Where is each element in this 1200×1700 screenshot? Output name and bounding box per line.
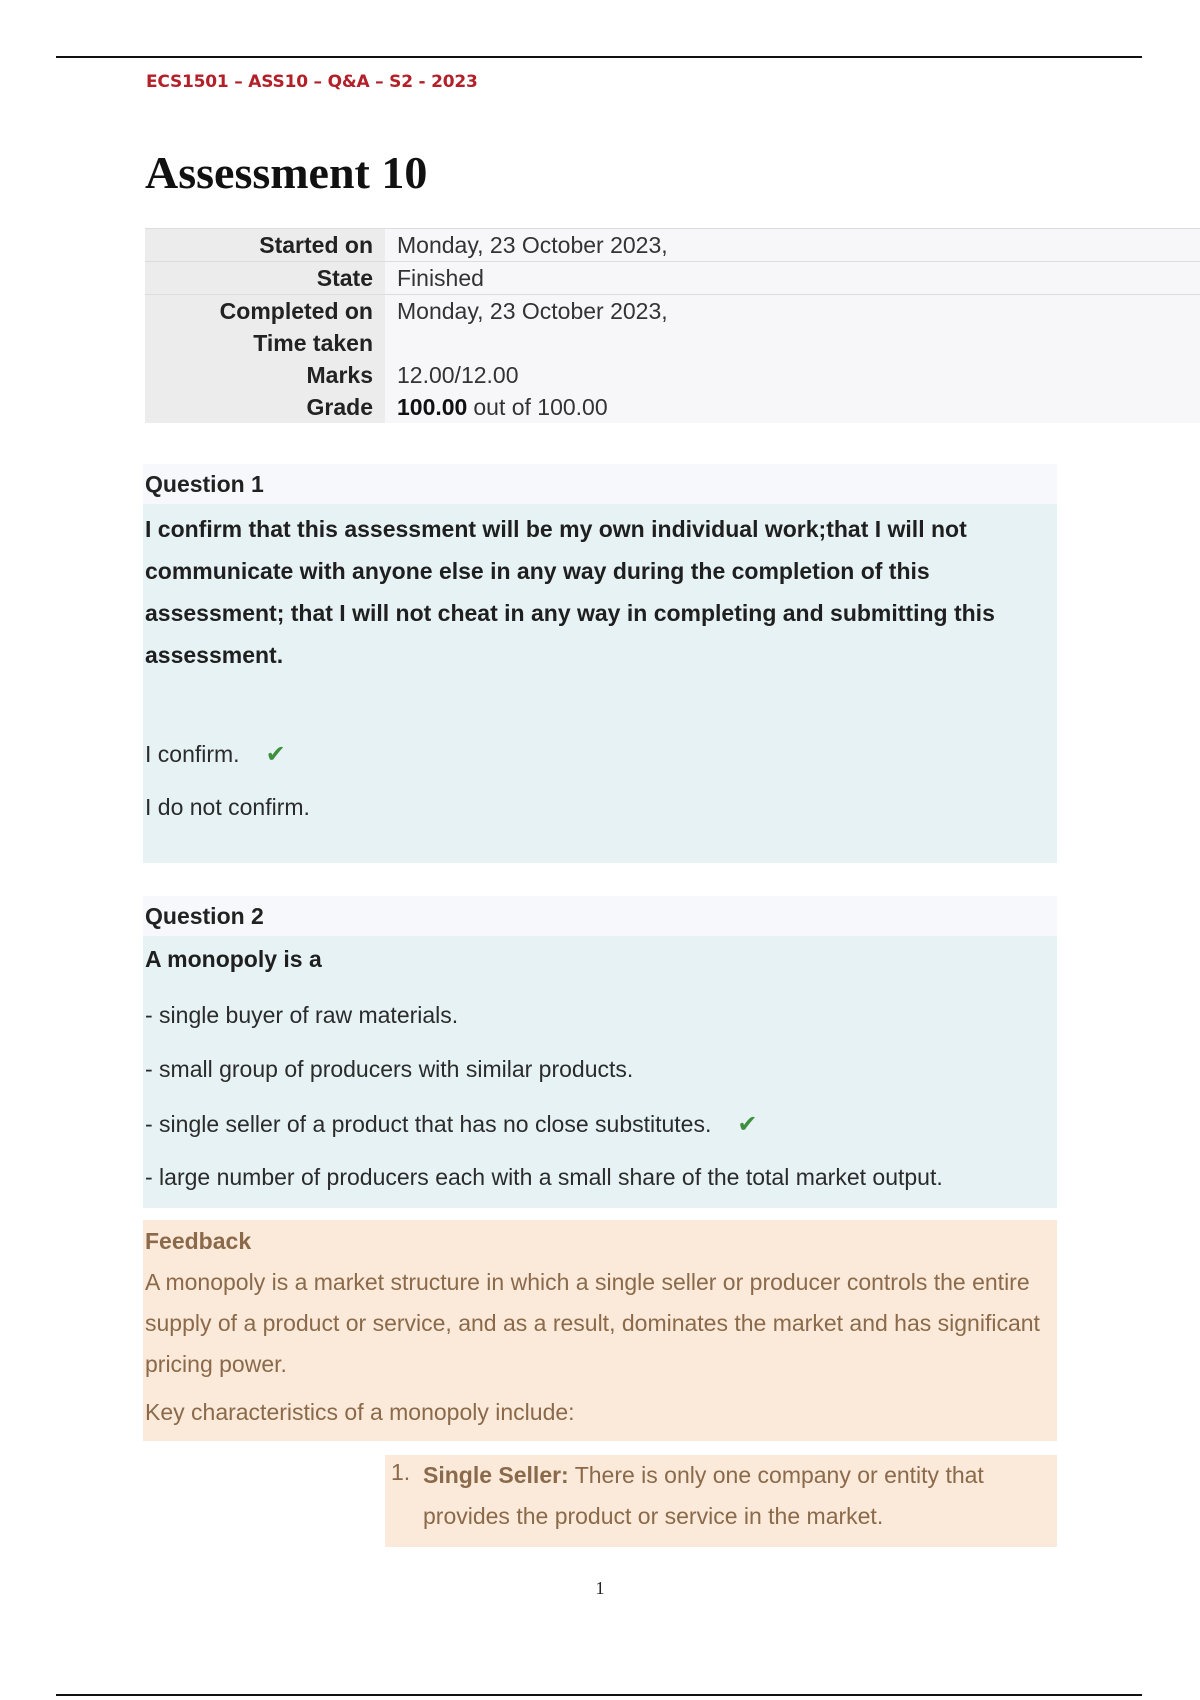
summary-label: Grade bbox=[145, 391, 385, 423]
question-2-heading: Question 2 bbox=[143, 896, 1057, 936]
summary-row-time-taken bbox=[145, 327, 1200, 359]
feedback-list-text: There is only one company or entity that provides the product or service in the market. bbox=[423, 1462, 984, 1529]
summary-row-marks bbox=[145, 359, 1200, 391]
option-label: - single seller of a product that has no close substitutes. bbox=[145, 1111, 712, 1137]
check-icon: ✔ bbox=[737, 1111, 758, 1138]
question-2-feedback bbox=[143, 1220, 1057, 1441]
summary-row-completed bbox=[145, 294, 1200, 327]
summary-label: Marks bbox=[145, 359, 385, 391]
page-title: Assessment 10 bbox=[145, 147, 428, 198]
attempt-summary-table bbox=[145, 228, 1200, 423]
question-2-box bbox=[143, 936, 1057, 1208]
feedback-heading: Feedback bbox=[145, 1228, 252, 1254]
option-label: - large number of producers each with a small share of the total market output. bbox=[145, 1164, 943, 1190]
question-2-option-4[interactable] bbox=[145, 1164, 943, 1191]
question-1-option-2[interactable] bbox=[145, 794, 310, 821]
summary-label: Completed on bbox=[145, 295, 385, 327]
question-1-text: I confirm that this assessment will be my own individual work;that I will not communicate with anyone else in any way during the completion of this assessment; that I will not cheat in any way in completing and submitting this assessment. bbox=[145, 516, 995, 668]
summary-value bbox=[385, 391, 1200, 423]
summary-label: State bbox=[145, 262, 385, 294]
grade-out-of: out of 100.00 bbox=[473, 393, 608, 420]
grade-score: 100.00 bbox=[397, 393, 468, 420]
summary-label: Time taken bbox=[145, 327, 385, 359]
summary-row-state bbox=[145, 261, 1200, 294]
feedback-paragraph: A monopoly is a market structure in which a single seller or producer controls the entire supply of a product or service, and as a result, dominates the market and has significant pricing power. bbox=[145, 1269, 1040, 1377]
summary-label: Started on bbox=[145, 229, 385, 261]
summary-value: 12.00/12.00 bbox=[385, 359, 1200, 391]
feedback-list-term: Single Seller: bbox=[423, 1462, 569, 1488]
bottom-rule bbox=[56, 1694, 1142, 1696]
check-icon: ✔ bbox=[265, 741, 286, 768]
document-header-code: ECS1501 – ASS10 – Q&A – S2 - 2023 bbox=[146, 72, 478, 92]
question-1-option-1[interactable] bbox=[145, 740, 286, 769]
option-label: I confirm. bbox=[145, 741, 240, 767]
feedback-list bbox=[385, 1455, 1057, 1547]
summary-row-grade bbox=[145, 391, 1200, 423]
page-number: 1 bbox=[595, 1578, 605, 1598]
feedback-intro: Key characteristics of a monopoly include: bbox=[145, 1399, 575, 1425]
summary-value: Monday, 23 October 2023, bbox=[385, 295, 1200, 327]
summary-value bbox=[385, 327, 1200, 359]
question-2-option-2[interactable] bbox=[145, 1056, 633, 1083]
option-label: I do not confirm. bbox=[145, 794, 310, 820]
question-2-option-3[interactable] bbox=[145, 1110, 757, 1139]
summary-row-started bbox=[145, 228, 1200, 261]
option-label: - small group of producers with similar products. bbox=[145, 1056, 634, 1082]
top-rule bbox=[56, 56, 1142, 58]
summary-value: Finished bbox=[385, 262, 1200, 294]
feedback-list-number: 1. bbox=[391, 1459, 411, 1485]
question-2-text: A monopoly is a bbox=[145, 946, 322, 972]
question-1-heading: Question 1 bbox=[143, 464, 1057, 504]
question-1-box bbox=[143, 504, 1057, 863]
option-label: - single buyer of raw materials. bbox=[145, 1002, 459, 1028]
feedback-list-item bbox=[423, 1455, 1043, 1537]
summary-value: Monday, 23 October 2023, bbox=[385, 229, 1200, 261]
question-2-option-1[interactable] bbox=[145, 1002, 458, 1029]
